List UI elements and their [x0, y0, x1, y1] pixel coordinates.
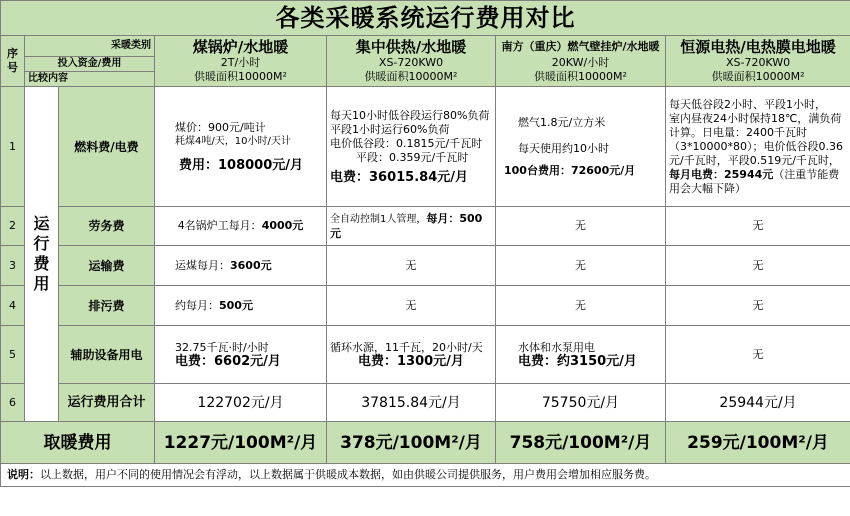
- sewage-central-cell: 无: [327, 286, 496, 326]
- aux-central-cell: [327, 326, 496, 384]
- system-area: 供暖面积10000M²: [194, 70, 287, 83]
- system-coal-header: [155, 36, 327, 87]
- seq-header: 序号: [1, 36, 25, 87]
- system-spec: 2T/小时: [220, 56, 261, 69]
- total-electric-cell: 25944元/月: [666, 384, 850, 422]
- total-coal-cell: 122702元/月: [155, 384, 327, 422]
- cell-line: 循环水源，11千瓦，20小时/天: [330, 340, 483, 354]
- cell-line: 约每月：: [175, 298, 219, 312]
- cell-value: 电费：6602元/月: [175, 353, 281, 369]
- row-number: 5: [1, 326, 25, 384]
- row-label: 劳务费: [59, 207, 155, 246]
- fuel-central-cell: [327, 87, 496, 207]
- system-name: 煤锅炉/水地暖: [192, 38, 289, 56]
- cell-line: （注重节能费: [773, 167, 840, 181]
- table-row: [1, 286, 850, 326]
- cell-value: 3600元: [230, 258, 272, 272]
- system-spec: XS-720KW0: [378, 56, 444, 69]
- row-number: 4: [1, 286, 25, 326]
- table-row: [1, 384, 850, 422]
- cell-value: 电费：约3150元/月: [518, 353, 637, 369]
- heating-electric-cell: 259元/100M²/月: [666, 422, 850, 464]
- cell-value: 100台费用：72600元/月: [504, 163, 636, 177]
- cell-value: 电费：36015.84元/月: [330, 169, 469, 185]
- cell-line: 用会大幅下降）: [669, 181, 746, 195]
- row-label: 运输费: [59, 246, 155, 286]
- system-area: 供暖面积10000M²: [534, 70, 627, 83]
- system-name: 恒源电热/电热膜电地暖: [680, 38, 836, 56]
- table-row: [1, 422, 850, 464]
- system-area: 供暖面积10000M²: [364, 70, 458, 83]
- cell-value: 4000元: [261, 219, 304, 232]
- sewage-electric-cell: 无: [666, 286, 850, 326]
- cell-line: （3*10000*80）；电价低谷段0.36: [669, 139, 843, 153]
- cell-line: 耗煤4吨/天，10小时/天计: [175, 135, 291, 147]
- cell-line: 全自动控制1人管理，: [330, 213, 427, 225]
- row-label: 取暖费用: [1, 422, 155, 464]
- row-label: 排污费: [59, 286, 155, 326]
- system-gas-header: [496, 36, 666, 87]
- footnote-text: 以上数据，用户不同的使用情况会有浮动，以上数据属于供暖成本数据，如由供暖公司提供服务，用户费用会增加相应服务费。: [40, 468, 656, 481]
- table-row: [1, 207, 850, 246]
- cell-line: 电价低谷段：0.1815元/千瓦时: [330, 136, 483, 150]
- table-row: [1, 326, 850, 384]
- system-central-header: [327, 36, 496, 87]
- row-number: 3: [1, 246, 25, 286]
- header-investment-label: 投入资金/费用: [25, 57, 155, 72]
- cell-line: 每天低谷段2小时、平段1小时，: [669, 97, 826, 111]
- row-number: 2: [1, 207, 25, 246]
- header-category-label: 采暖类别: [25, 36, 155, 57]
- transport-gas-cell: 无: [496, 246, 666, 286]
- system-area: 供暖面积10000M²: [711, 70, 805, 83]
- heating-gas-cell: 758元/100M²/月: [496, 422, 666, 464]
- cell-line: 水体和水泵用电: [518, 340, 595, 354]
- header-compare-label: 比较内容: [25, 72, 155, 87]
- cell-value: 每月电费：25944元: [669, 167, 774, 181]
- cell-value: 500元: [219, 298, 253, 312]
- system-name: 集中供热/水地暖: [355, 38, 467, 56]
- table-row: [1, 246, 850, 286]
- cell-line: 平段1小时运行60%负荷: [330, 122, 450, 136]
- total-gas-cell: 75750元/月: [496, 384, 666, 422]
- transport-central-cell: 无: [327, 246, 496, 286]
- table-row: [1, 87, 850, 207]
- heating-coal-cell: 1227元/100M²/月: [155, 422, 327, 464]
- cell-line: 每天10小时低谷段运行80%负荷: [330, 108, 490, 122]
- cell-line: 煤价：900元/吨计: [175, 120, 266, 134]
- labor-electric-cell: 无: [666, 207, 850, 246]
- system-spec: XS-720KW0: [725, 56, 791, 69]
- aux-gas-cell: [496, 326, 666, 384]
- labor-central-cell: [327, 207, 496, 246]
- cell-line: 运煤每月：: [175, 258, 230, 272]
- transport-coal-cell: [155, 246, 327, 286]
- cell-value: 电费：1300元/月: [358, 353, 464, 369]
- cell-value: 费用：108000元/月: [179, 157, 304, 173]
- cell-line: 室内昼夜24小时保持18℃，满负荷: [669, 111, 842, 125]
- system-electric-header: [666, 36, 850, 87]
- table-title: 各类采暖系统运行费用对比: [1, 1, 850, 36]
- cell-value: 每月：500元: [330, 211, 483, 240]
- cell-line: 元/千瓦时，平段0.519元/千瓦时，: [669, 153, 840, 167]
- aux-coal-cell: [155, 326, 327, 384]
- row-label: 燃料费/电费: [59, 87, 155, 207]
- heating-central-cell: 378元/100M²/月: [327, 422, 496, 464]
- aux-electric-cell: 无: [666, 326, 850, 384]
- fuel-gas-cell: [496, 87, 666, 207]
- cell-line: 32.75千瓦·时/小时: [175, 340, 269, 354]
- labor-coal-cell: [155, 207, 327, 246]
- row-label: 辅助设备用电: [59, 326, 155, 384]
- row-number: 6: [1, 384, 25, 422]
- cell-line: 燃气1.8元/立方米: [518, 115, 606, 129]
- sewage-gas-cell: 无: [496, 286, 666, 326]
- transport-electric-cell: 无: [666, 246, 850, 286]
- footnote-label: 说明：: [7, 468, 40, 481]
- footnote: [1, 464, 850, 487]
- row-label: 运行费用合计: [59, 384, 155, 422]
- cell-line: 每天使用约10小时: [518, 141, 609, 155]
- group-label-operating-cost: [25, 87, 59, 422]
- sewage-coal-cell: [155, 286, 327, 326]
- fuel-coal-cell: [155, 87, 327, 207]
- cell-line: 计算。日电量：2400千瓦时: [669, 125, 807, 139]
- group-label-text: 运行费用: [33, 214, 50, 293]
- cell-line: 平段：0.359元/千瓦时: [356, 150, 469, 164]
- fuel-electric-cell: [666, 87, 850, 207]
- labor-gas-cell: 无: [496, 207, 666, 246]
- total-central-cell: 37815.84元/月: [327, 384, 496, 422]
- cell-line: 4名锅炉工每月：: [177, 219, 262, 232]
- row-number: 1: [1, 87, 25, 207]
- system-name: 南方（重庆）燃气壁挂炉/水地暖: [501, 40, 660, 53]
- system-spec: 20KW/小时: [551, 56, 610, 69]
